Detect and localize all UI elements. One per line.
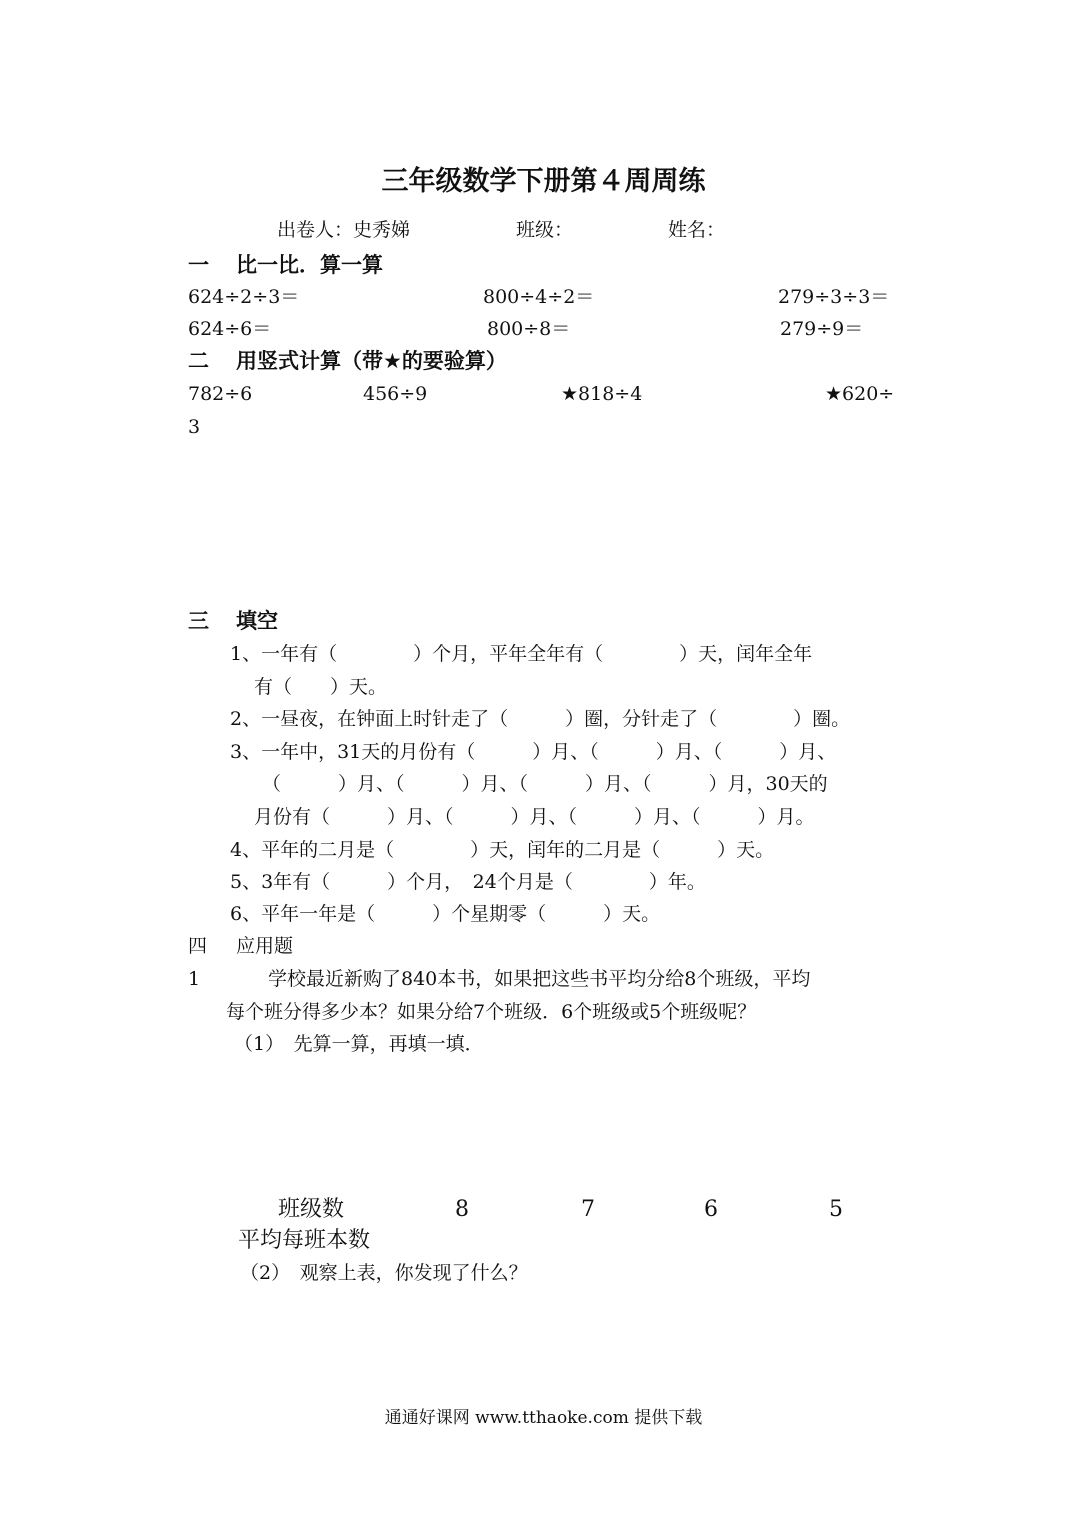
question-text-line-2: 每个班分得多少本？如果分给7个班级．6个班级或5个班级呢？ xyxy=(226,1001,757,1023)
author-label: 出卷人：史秀娣 xyxy=(277,219,411,241)
fill-line: 3、一年中，31天的月份有（ ）月、（ ）月、（ ）月、 xyxy=(230,741,837,763)
section-1-title: 比一比．算一算 xyxy=(236,253,383,277)
vertical-calc-item: ★818÷4 xyxy=(561,383,643,405)
table-cell: 8 xyxy=(455,1197,469,1222)
fill-line: 1、一年有（ ）个月，平年全年有（ ）天，闰年全年 xyxy=(230,643,813,665)
section-4-title: 应用题 xyxy=(236,935,294,957)
vertical-calc-item: 456÷9 xyxy=(363,383,428,405)
section-2-number: 二 xyxy=(188,349,209,373)
section-1-number: 一 xyxy=(188,253,209,277)
question-text-line-1: 学校最近新购了840本书，如果把这些书平均分给8个班级，平均 xyxy=(268,968,811,990)
calc-item: 800÷8＝ xyxy=(487,318,571,340)
fill-line: 有（ ）天。 xyxy=(254,676,388,698)
sub-question-1: （1） 先算一算，再填一填． xyxy=(234,1033,484,1055)
fill-line: 2、一昼夜，在钟面上时针走了（ ）圈，分针走了（ ）圈。 xyxy=(230,708,851,730)
section-4-number: 四 xyxy=(188,935,208,957)
calc-item: 800÷4÷2＝ xyxy=(483,286,595,308)
vertical-calc-item: ★620÷ xyxy=(825,383,895,405)
table-cell: 6 xyxy=(704,1197,718,1222)
section-3-title: 填空 xyxy=(236,609,278,633)
section-4-heading xyxy=(188,937,293,956)
section-1-heading xyxy=(188,255,383,276)
page-title: 三年级数学下册第４周周练 xyxy=(381,166,706,197)
footer-credit: 通通好课网 www.tthaoke.com 提供下载 xyxy=(384,1408,703,1428)
fill-line: 6、平年一年是（ ）个星期零（ ）天。 xyxy=(230,903,661,925)
vertical-calc-wrap: 3 xyxy=(188,416,201,438)
table-cell: 7 xyxy=(581,1197,595,1222)
fill-line: 4、平年的二月是（ ）天，闰年的二月是（ ）天。 xyxy=(230,839,775,861)
class-label: 班级： xyxy=(516,219,574,241)
fill-line: 月份有（ ）月、（ ）月、（ ）月、（ ）月。 xyxy=(254,806,815,828)
name-label: 姓名： xyxy=(668,219,726,241)
table-row-label-class-count: 班级数 xyxy=(278,1197,345,1222)
sub-question-2: （2） 观察上表，你发现了什么？ xyxy=(240,1262,528,1284)
fill-line: （ ）月、（ ）月、（ ）月、（ ）月，30天的 xyxy=(262,773,828,795)
calc-item: 624÷6＝ xyxy=(188,318,272,340)
section-2-heading xyxy=(188,351,507,372)
section-3-number: 三 xyxy=(188,609,209,633)
calc-item: 279÷3÷3＝ xyxy=(778,286,890,308)
table-cell: 5 xyxy=(829,1197,843,1222)
fill-line: 5、3年有（ ）个月， 24个月是（ ）年。 xyxy=(230,871,706,893)
vertical-calc-item: 782÷6 xyxy=(188,383,253,405)
section-3-heading xyxy=(188,611,278,632)
table-row-label-avg-books: 平均每班本数 xyxy=(238,1228,371,1253)
calc-item: 624÷2÷3＝ xyxy=(188,286,300,308)
section-2-title: 用竖式计算（带★的要验算） xyxy=(236,349,507,373)
question-number: 1 xyxy=(188,968,201,990)
calc-item: 279÷9＝ xyxy=(780,318,864,340)
